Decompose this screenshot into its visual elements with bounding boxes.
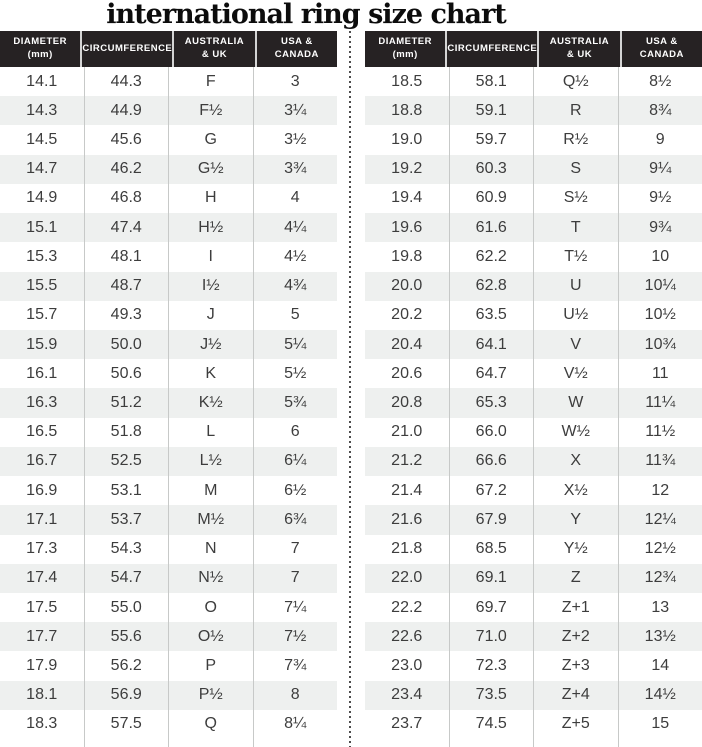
table-row <box>365 213 702 242</box>
table-cell: 7 <box>290 569 300 587</box>
table-row <box>365 388 702 417</box>
table-cell: 55.6 <box>85 622 170 651</box>
table-cell: 6 <box>290 423 300 441</box>
table-cell: 22.6 <box>365 622 450 651</box>
table-cell: 17.4 <box>0 564 85 593</box>
table-cell: 19.0 <box>365 125 450 154</box>
table-row <box>0 388 337 417</box>
dotted-divider <box>349 31 351 747</box>
table-cell: 53.1 <box>85 476 170 505</box>
table-cell: 5¾ <box>284 394 307 412</box>
table-cell: 65.3 <box>450 388 535 417</box>
table-cell: 15.1 <box>0 213 85 242</box>
table-cell: 23.7 <box>365 710 450 739</box>
table-cell: 8¼ <box>284 715 307 733</box>
table-cell: 17.9 <box>0 651 85 680</box>
table-cell: 21.4 <box>365 476 450 505</box>
table-cell: P <box>169 651 254 680</box>
table-cell: R½ <box>534 125 619 154</box>
table-cell: 71.0 <box>450 622 535 651</box>
table-cell-empty <box>534 739 619 747</box>
table-cell-empty <box>0 739 85 747</box>
table-cell: 11¼ <box>645 394 676 412</box>
table-cell: 19.4 <box>365 184 450 213</box>
column-header-line: AUSTRALIA <box>549 36 610 48</box>
table-header-row <box>365 31 702 67</box>
table-cell: F½ <box>169 96 254 125</box>
table-cell: 3 <box>290 72 300 90</box>
table-cell: 73.5 <box>450 681 535 710</box>
table-cell: 18.8 <box>365 96 450 125</box>
table-row <box>365 681 702 710</box>
table-row <box>365 505 702 534</box>
table-cell: 62.8 <box>450 272 535 301</box>
table-cell: 69.7 <box>450 593 535 622</box>
column-header-line: (mm) <box>27 49 53 60</box>
table-cell: Z+4 <box>534 681 619 710</box>
column-header-line: USA & <box>645 36 678 48</box>
table-cell: 5½ <box>284 364 307 382</box>
table-cell-empty <box>365 739 450 747</box>
table-cell: W <box>534 388 619 417</box>
table-cell: X <box>534 447 619 476</box>
table-cell: 5¼ <box>284 335 307 353</box>
table-cell: 20.8 <box>365 388 450 417</box>
table-cell: 51.8 <box>85 418 170 447</box>
table-cell: 16.7 <box>0 447 85 476</box>
divider-zone <box>337 31 365 747</box>
table-cell: 18.3 <box>0 710 85 739</box>
ring-size-table-left <box>0 31 337 747</box>
table-row <box>365 593 702 622</box>
table-cell: 4 <box>290 189 300 207</box>
table-cell: T <box>534 213 619 242</box>
table-cell: 63.5 <box>450 301 535 330</box>
table-row <box>0 213 337 242</box>
table-cell: 14 <box>651 656 670 674</box>
table-cell: 3¾ <box>284 160 307 178</box>
table-cell: 5 <box>290 306 300 324</box>
table-cell: Z+2 <box>534 622 619 651</box>
table-cell: X½ <box>534 476 619 505</box>
table-cell: 62.2 <box>450 242 535 271</box>
table-row <box>365 330 702 359</box>
table-cell: 21.0 <box>365 418 450 447</box>
table-cell: 54.7 <box>85 564 170 593</box>
table-cell: 59.7 <box>450 125 535 154</box>
table-cell: 19.2 <box>365 155 450 184</box>
table-cell: 19.8 <box>365 242 450 271</box>
table-row <box>365 155 702 184</box>
table-cell: Z+1 <box>534 593 619 622</box>
table-cell: 72.3 <box>450 651 535 680</box>
table-cell: 56.9 <box>85 681 170 710</box>
table-cell: 3½ <box>284 131 307 149</box>
table-cell: Z+3 <box>534 651 619 680</box>
table-row <box>365 242 702 271</box>
table-cell: 11 <box>651 364 669 382</box>
table-cell: U <box>534 272 619 301</box>
table-cell: 10¾ <box>644 335 676 353</box>
table-row <box>0 710 337 739</box>
table-cell: 64.7 <box>450 359 535 388</box>
table-cell: G <box>169 125 254 154</box>
column-header-line: CIRCUMFERENCE <box>447 42 538 54</box>
table-cell: 10¼ <box>644 277 676 295</box>
table-cell: 21.6 <box>365 505 450 534</box>
table-cell: 68.5 <box>450 535 535 564</box>
table-cell: Y½ <box>534 535 619 564</box>
table-cell: N½ <box>169 564 254 593</box>
column-header-line: & UK <box>201 49 228 60</box>
table-cell: 19.6 <box>365 213 450 242</box>
table-cell: 6¾ <box>284 510 307 528</box>
column-header-line: AUSTRALIA <box>184 36 245 48</box>
table-cell: 17.3 <box>0 535 85 564</box>
column-header <box>447 31 539 67</box>
table-row <box>0 535 337 564</box>
table-row <box>0 476 337 505</box>
table-cell: 8 <box>290 686 300 704</box>
column-header-line: & UK <box>566 49 593 60</box>
table-cell: 13 <box>651 598 670 616</box>
table-row <box>365 564 702 593</box>
table-row <box>0 622 337 651</box>
table-cell: J½ <box>169 330 254 359</box>
table-cell: 10½ <box>644 306 676 324</box>
table-row <box>0 125 337 154</box>
table-cell: 23.4 <box>365 681 450 710</box>
tables-container <box>0 31 702 747</box>
table-header-row <box>0 31 337 67</box>
table-cell: O½ <box>169 622 254 651</box>
table-row <box>0 96 337 125</box>
column-header-line: CANADA <box>639 49 684 60</box>
table-cell: G½ <box>169 155 254 184</box>
table-cell-empty <box>254 739 338 747</box>
table-cell: 20.4 <box>365 330 450 359</box>
table-cell: 12 <box>651 481 670 499</box>
table-cell: 66.0 <box>450 418 535 447</box>
table-cell: M <box>169 476 254 505</box>
table-filler-row <box>0 739 337 747</box>
table-row <box>0 301 337 330</box>
table-cell: Z <box>534 564 619 593</box>
table-row <box>365 96 702 125</box>
table-cell: 15.7 <box>0 301 85 330</box>
table-row <box>0 505 337 534</box>
table-row <box>365 622 702 651</box>
table-cell: 4½ <box>284 247 307 265</box>
column-header <box>82 31 174 67</box>
table-row <box>0 330 337 359</box>
table-row <box>0 681 337 710</box>
table-cell: 14.3 <box>0 96 85 125</box>
table-cell: 12¾ <box>644 569 676 587</box>
table-cell: 15.9 <box>0 330 85 359</box>
table-cell: 47.4 <box>85 213 170 242</box>
table-cell: 14.5 <box>0 125 85 154</box>
column-header-line: CIRCUMFERENCE <box>82 42 173 54</box>
table-cell: 7¼ <box>284 598 307 616</box>
table-row <box>0 447 337 476</box>
column-header <box>174 31 256 67</box>
column-header <box>365 31 447 67</box>
table-cell: 14.9 <box>0 184 85 213</box>
table-cell: 55.0 <box>85 593 170 622</box>
table-cell: 44.9 <box>85 96 170 125</box>
table-cell: 74.5 <box>450 710 535 739</box>
table-cell: 44.3 <box>85 67 170 96</box>
table-cell: 18.5 <box>365 67 450 96</box>
table-cell: 51.2 <box>85 388 170 417</box>
table-cell: 49.3 <box>85 301 170 330</box>
table-cell: 46.2 <box>85 155 170 184</box>
table-cell-empty <box>450 739 535 747</box>
table-cell: K <box>169 359 254 388</box>
table-cell: 3¼ <box>284 101 307 119</box>
table-cell: 45.6 <box>85 125 170 154</box>
table-cell: H <box>169 184 254 213</box>
table-row <box>365 125 702 154</box>
table-cell: F <box>169 67 254 96</box>
table-cell: I½ <box>169 272 254 301</box>
table-cell: 15.3 <box>0 242 85 271</box>
table-row <box>0 359 337 388</box>
table-row <box>365 651 702 680</box>
table-row <box>0 272 337 301</box>
table-cell: 48.7 <box>85 272 170 301</box>
column-header-line: DIAMETER <box>13 36 67 48</box>
table-cell: S <box>534 155 619 184</box>
table-cell: 64.1 <box>450 330 535 359</box>
table-cell: 58.1 <box>450 67 535 96</box>
table-cell: 46.8 <box>85 184 170 213</box>
table-cell: 50.6 <box>85 359 170 388</box>
table-cell: L½ <box>169 447 254 476</box>
column-header-line: DIAMETER <box>378 36 432 48</box>
column-header-line: USA & <box>280 36 313 48</box>
table-cell: 22.2 <box>365 593 450 622</box>
table-cell: 48.1 <box>85 242 170 271</box>
table-cell: 10 <box>651 247 670 265</box>
table-row <box>365 447 702 476</box>
table-cell: 61.6 <box>450 213 535 242</box>
table-cell: 9¾ <box>649 218 672 236</box>
table-row <box>0 242 337 271</box>
table-cell: 23.0 <box>365 651 450 680</box>
table-row <box>365 476 702 505</box>
table-row <box>0 651 337 680</box>
table-cell: 20.6 <box>365 359 450 388</box>
ring-size-table-right <box>365 31 702 747</box>
table-cell-empty <box>619 739 702 747</box>
table-cell: V <box>534 330 619 359</box>
table-cell: 57.5 <box>85 710 170 739</box>
table-cell: 4¼ <box>284 218 307 236</box>
table-cell: 17.5 <box>0 593 85 622</box>
table-cell: Q <box>169 710 254 739</box>
table-row <box>0 418 337 447</box>
table-cell: 9 <box>655 131 665 149</box>
table-row <box>365 301 702 330</box>
table-cell: 66.6 <box>450 447 535 476</box>
table-cell: 15 <box>651 715 670 733</box>
table-cell: 16.9 <box>0 476 85 505</box>
table-row <box>365 418 702 447</box>
table-row <box>365 272 702 301</box>
table-cell: W½ <box>534 418 619 447</box>
table-row <box>0 564 337 593</box>
table-row <box>0 155 337 184</box>
table-cell: 59.1 <box>450 96 535 125</box>
table-cell: 6¼ <box>284 452 307 470</box>
table-cell: 17.1 <box>0 505 85 534</box>
table-cell: 17.7 <box>0 622 85 651</box>
column-header <box>622 31 702 67</box>
table-body <box>365 67 702 747</box>
table-cell: S½ <box>534 184 619 213</box>
table-cell: 21.8 <box>365 535 450 564</box>
column-header <box>539 31 621 67</box>
column-header-line: CANADA <box>274 49 319 60</box>
table-cell: I <box>169 242 254 271</box>
table-cell: 16.5 <box>0 418 85 447</box>
table-cell: 6½ <box>284 481 307 499</box>
table-cell: 67.2 <box>450 476 535 505</box>
table-row <box>365 535 702 564</box>
table-cell-empty <box>169 739 254 747</box>
table-cell: Y <box>534 505 619 534</box>
table-body <box>0 67 337 747</box>
column-header <box>0 31 82 67</box>
table-cell: 14.1 <box>0 67 85 96</box>
table-cell: H½ <box>169 213 254 242</box>
table-row <box>0 593 337 622</box>
table-cell: M½ <box>169 505 254 534</box>
table-cell: 7¾ <box>284 656 307 674</box>
table-row <box>0 184 337 213</box>
table-cell: 7 <box>290 540 300 558</box>
table-cell: 12¼ <box>644 510 676 528</box>
table-row <box>365 67 702 96</box>
table-row <box>365 710 702 739</box>
table-cell: 20.2 <box>365 301 450 330</box>
table-cell: 21.2 <box>365 447 450 476</box>
table-cell: 20.0 <box>365 272 450 301</box>
table-cell: 22.0 <box>365 564 450 593</box>
table-row <box>365 184 702 213</box>
table-cell: N <box>169 535 254 564</box>
table-cell: 13½ <box>644 627 676 645</box>
table-cell: 8½ <box>649 72 672 90</box>
table-cell: 16.1 <box>0 359 85 388</box>
table-cell: O <box>169 593 254 622</box>
table-cell-empty <box>85 739 170 747</box>
table-cell: 8¾ <box>649 101 672 119</box>
table-cell: 67.9 <box>450 505 535 534</box>
table-cell: 15.5 <box>0 272 85 301</box>
table-cell: K½ <box>169 388 254 417</box>
table-cell: Z+5 <box>534 710 619 739</box>
table-cell: 9¼ <box>649 160 672 178</box>
table-cell: 4¾ <box>284 277 307 295</box>
table-cell: 53.7 <box>85 505 170 534</box>
table-cell: L <box>169 418 254 447</box>
table-cell: 18.1 <box>0 681 85 710</box>
page-title: international ring size chart <box>106 0 506 30</box>
table-cell: P½ <box>169 681 254 710</box>
table-cell: Q½ <box>534 67 619 96</box>
table-cell: V½ <box>534 359 619 388</box>
table-cell: 12½ <box>644 540 676 558</box>
table-cell: J <box>169 301 254 330</box>
table-cell: 16.3 <box>0 388 85 417</box>
table-cell: U½ <box>534 301 619 330</box>
table-cell: 60.3 <box>450 155 535 184</box>
table-cell: 14.7 <box>0 155 85 184</box>
table-cell: 11½ <box>645 423 676 441</box>
table-cell: 52.5 <box>85 447 170 476</box>
table-cell: 9½ <box>649 189 672 207</box>
table-cell: 60.9 <box>450 184 535 213</box>
table-cell: T½ <box>534 242 619 271</box>
table-cell: 56.2 <box>85 651 170 680</box>
table-cell: 11¾ <box>645 452 676 470</box>
table-cell: 69.1 <box>450 564 535 593</box>
table-row <box>365 359 702 388</box>
column-header-line: (mm) <box>392 49 418 60</box>
table-cell: 14½ <box>644 686 676 704</box>
column-header <box>257 31 337 67</box>
table-cell: 50.0 <box>85 330 170 359</box>
table-filler-row <box>365 739 702 747</box>
table-cell: 54.3 <box>85 535 170 564</box>
table-cell: 7½ <box>284 627 307 645</box>
table-row <box>0 67 337 96</box>
table-cell: R <box>534 96 619 125</box>
